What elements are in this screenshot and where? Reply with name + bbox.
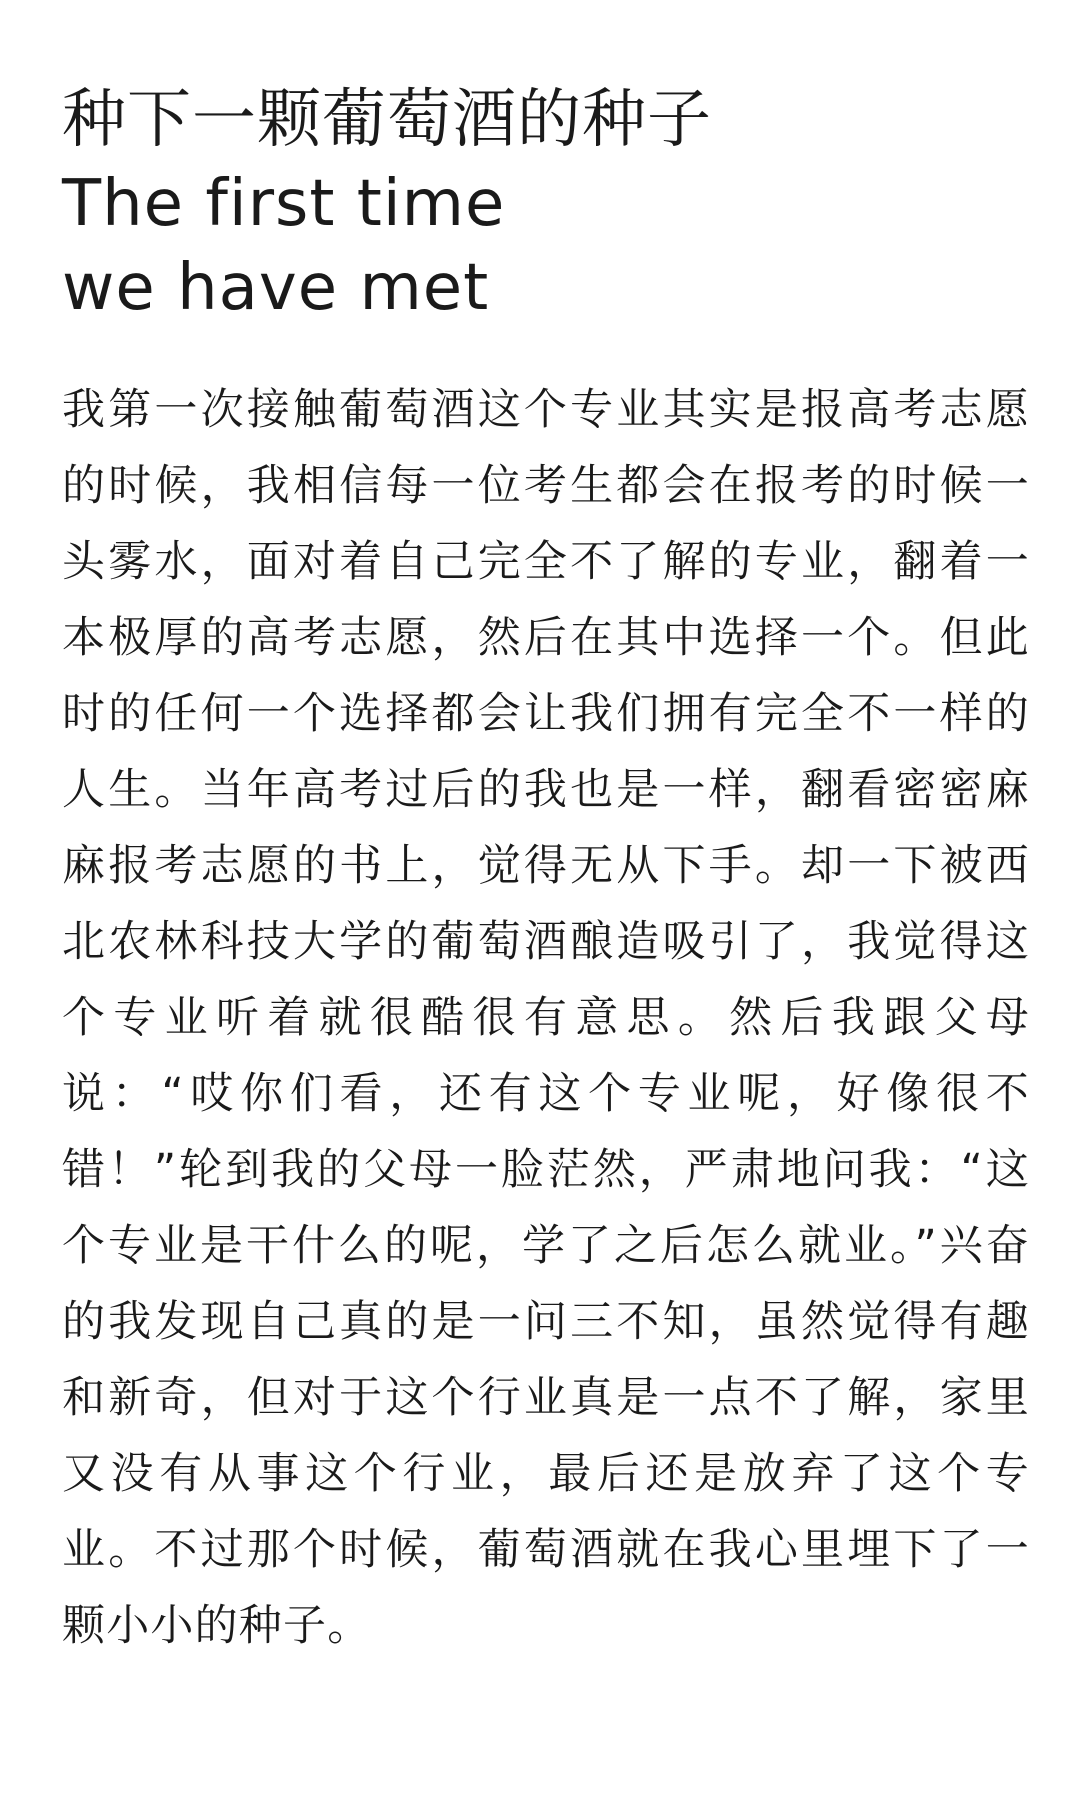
title-line-chinese: 种下一颗葡萄酒的种子 [62, 83, 712, 157]
article-paragraph: 我第一次接触葡萄酒这个专业其实是报高考志愿的时候，我相信每一位考生都会在报考的时候一头雾水，面对着自己完全不了解的专业，翻着一本极厚的高考志愿，然后在其中选择一个。但此时的任何一个选择都会让我们拥有完全不一样的人生。当年高考过后的我也是一样，翻看密密麻麻报考志愿的书上，觉得无从下手。却一下被西北农林科技大学的葡萄酒酿造吸引了，我觉得这个专业听着就很酷很有意思。然后我跟父母说：“哎你们看，还有这个专业呢，好像很不错！”轮到我的父母一脸茫然，严肃地问我：“这个专业是干什么的呢，学了之后怎么就业。”兴奋的我发现自己真的是一问三不知，虽然觉得有趣和新奇，但对于这个行业真是一点不了解，家里又没有从事这个行业，最后还是放弃了这个专业。不过那个时候，葡萄酒就在我心里埋下了一颗小小的种子。 [62, 385, 1030, 1651]
article-title [62, 78, 1032, 330]
title-line-english-1: The first time [62, 167, 506, 241]
title-line-english-2: we have met [62, 251, 490, 325]
article [62, 78, 1032, 1664]
